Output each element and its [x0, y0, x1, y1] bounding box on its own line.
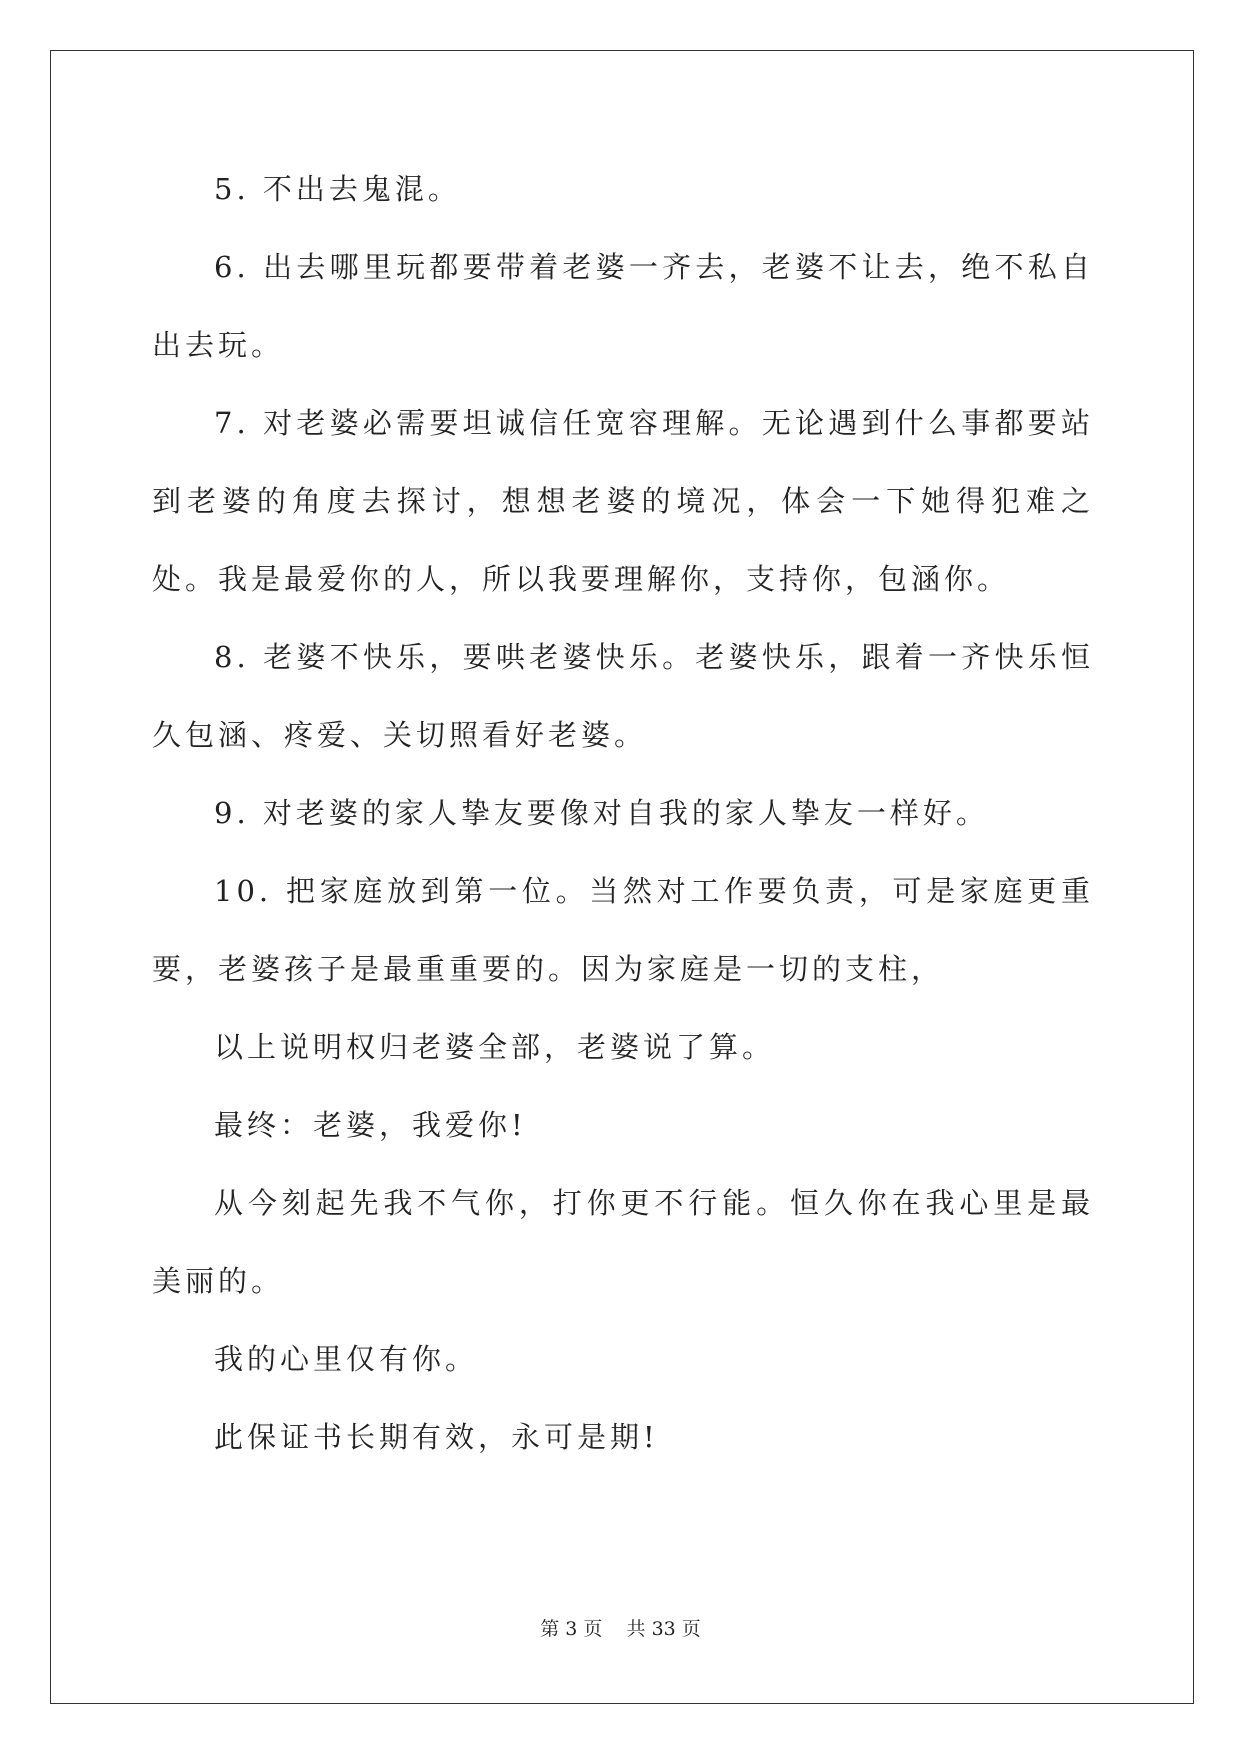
page-number: 第 3 页: [540, 1618, 603, 1640]
paragraph-1: 5. 不出去鬼混。: [214, 172, 461, 206]
paragraph-2: 6. 出去哪里玩都要带着老婆一齐去，老婆不让去，绝不私自出去玩。: [152, 250, 1094, 362]
paragraph-4: 8. 老婆不快乐，要哄老婆快乐。老婆快乐，跟着一齐快乐恒久包涵、疼爱、关切照看好老婆。: [152, 640, 1094, 752]
page-total: 共 33 页: [626, 1618, 701, 1640]
paragraph-10: 我的心里仅有你。: [214, 1342, 479, 1376]
paragraph-6: 10. 把家庭放到第一位。当然对工作要负责，可是家庭更重要，老婆孩子是最重重要的。因为家庭是一切的支柱，: [152, 874, 1094, 986]
paragraph-7: 以上说明权归老婆全部，老婆说了算。: [214, 1030, 776, 1064]
page-footer: [0, 1614, 1241, 1641]
paragraph-3: 7. 对老婆必需要坦诚信任宽容理解。无论遇到什么事都要站到老婆的角度去探讨，想想老婆的境况，体会一下她得犯难之处。我是最爱你的人，所以我要理解你，支持你，包涵你。: [152, 406, 1094, 596]
document-body: [152, 150, 1094, 1476]
paragraph-8: 最终：老婆，我爱你!: [214, 1108, 527, 1142]
paragraph-11: 此保证书长期有效，永可是期!: [214, 1420, 659, 1454]
paragraph-9: 从今刻起先我不气你，打你更不行能。恒久你在我心里是最美丽的。: [152, 1186, 1094, 1298]
paragraph-5: 9. 对老婆的家人挚友要像对自我的家人挚友一样好。: [214, 796, 989, 830]
